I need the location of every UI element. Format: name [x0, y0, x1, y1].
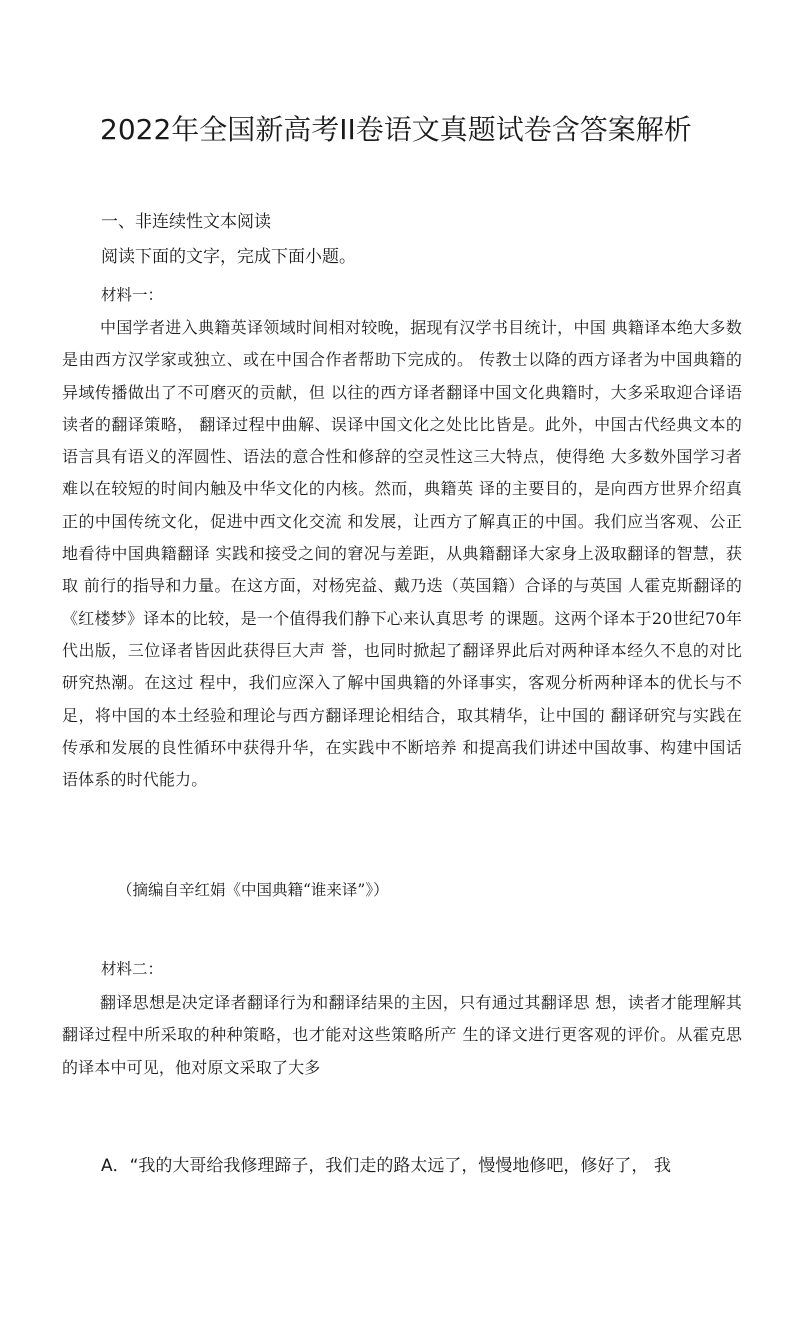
material-1-label: 材料一： — [101, 286, 164, 304]
material-1-source: （摘编自辛红娟《中国典籍“谁来译”》） — [117, 881, 389, 899]
material-2-label: 材料二： — [101, 960, 164, 978]
document-title: 2022年全国新高考II卷语文真题试卷含答案解析 — [100, 113, 692, 146]
question-option-a: A．“我的大哥给我修理蹄子，我们走的路太远了，慢慢地修吧，修好了， 我 — [101, 1156, 671, 1176]
material-2-paragraph: 翻译思想是决定译者翻译行为和翻译结果的主因，只有通过其翻译思 想，读者才能理解其翻译过程中所采取的种种策略，也才能对这些策略所产 生的译文进行更客观的评价。从霍克思的译本中可见，他对原文采取了大多 — [62, 993, 742, 1077]
section-heading: 一、非连续性文本阅读 — [101, 212, 271, 232]
material-1-paragraph: 中国学者进入典籍英译领域时间相对较晚，据现有汉学书目统计，中国 典籍译本绝大多数是由西方汉学家或独立、或在中国合作者帮助下完成的。 传教士以降的西方译者为中国典籍的异域传播做出了不可磨灭的贡献，但 以往的西方译者翻译中国文化典籍时，大多采取迎合译语读者的翻译策略， 翻译过程中曲解、误译中国文化之处比比皆是。此外，中国古代经典文本的 语言具有语义的浑圆性、语法的意合性和修辞的空灵性这三大特点，使得绝 大多数外国学习者难以在较短的时间内触及中华文化的内核。然而，典籍英 译的主要目的，是向西方世界介绍真正的中国传统文化，促进中西文化交流 和发展，让西方了解真正的中国。我们应当客观、公正地看待中国典籍翻译 实践和接受之间的窘况与差距，从典籍翻译大家身上汲取翻译的智慧，获取 前行的指导和力量。在这方面，对杨宪益、戴乃迭（英国籍）合译的与英国 人霍克斯翻译的《红楼梦》译本的比较，是一个值得我们静下心来认真思考 的课题。这两个译本于20世纪70年代出版，三位译者皆因此获得巨大声 誉，也同时掀起了翻译界此后对两种译本经久不息的对比研究热潮。在这过 程中，我们应深入了解中国典籍的外译事实，客观分析两种译本的优长与不 足，将中国的本土经验和理论与西方翻译理论相结合，取其精华，让中国的 翻译研究与实践在传承和发展的良性循环中获得升华，在实践中不断培养 和提高我们讲述中国故事、构建中国话语体系的时代能力。 — [62, 318, 742, 790]
reading-instruction: 阅读下面的文字，完成下面小题。 — [101, 247, 356, 267]
